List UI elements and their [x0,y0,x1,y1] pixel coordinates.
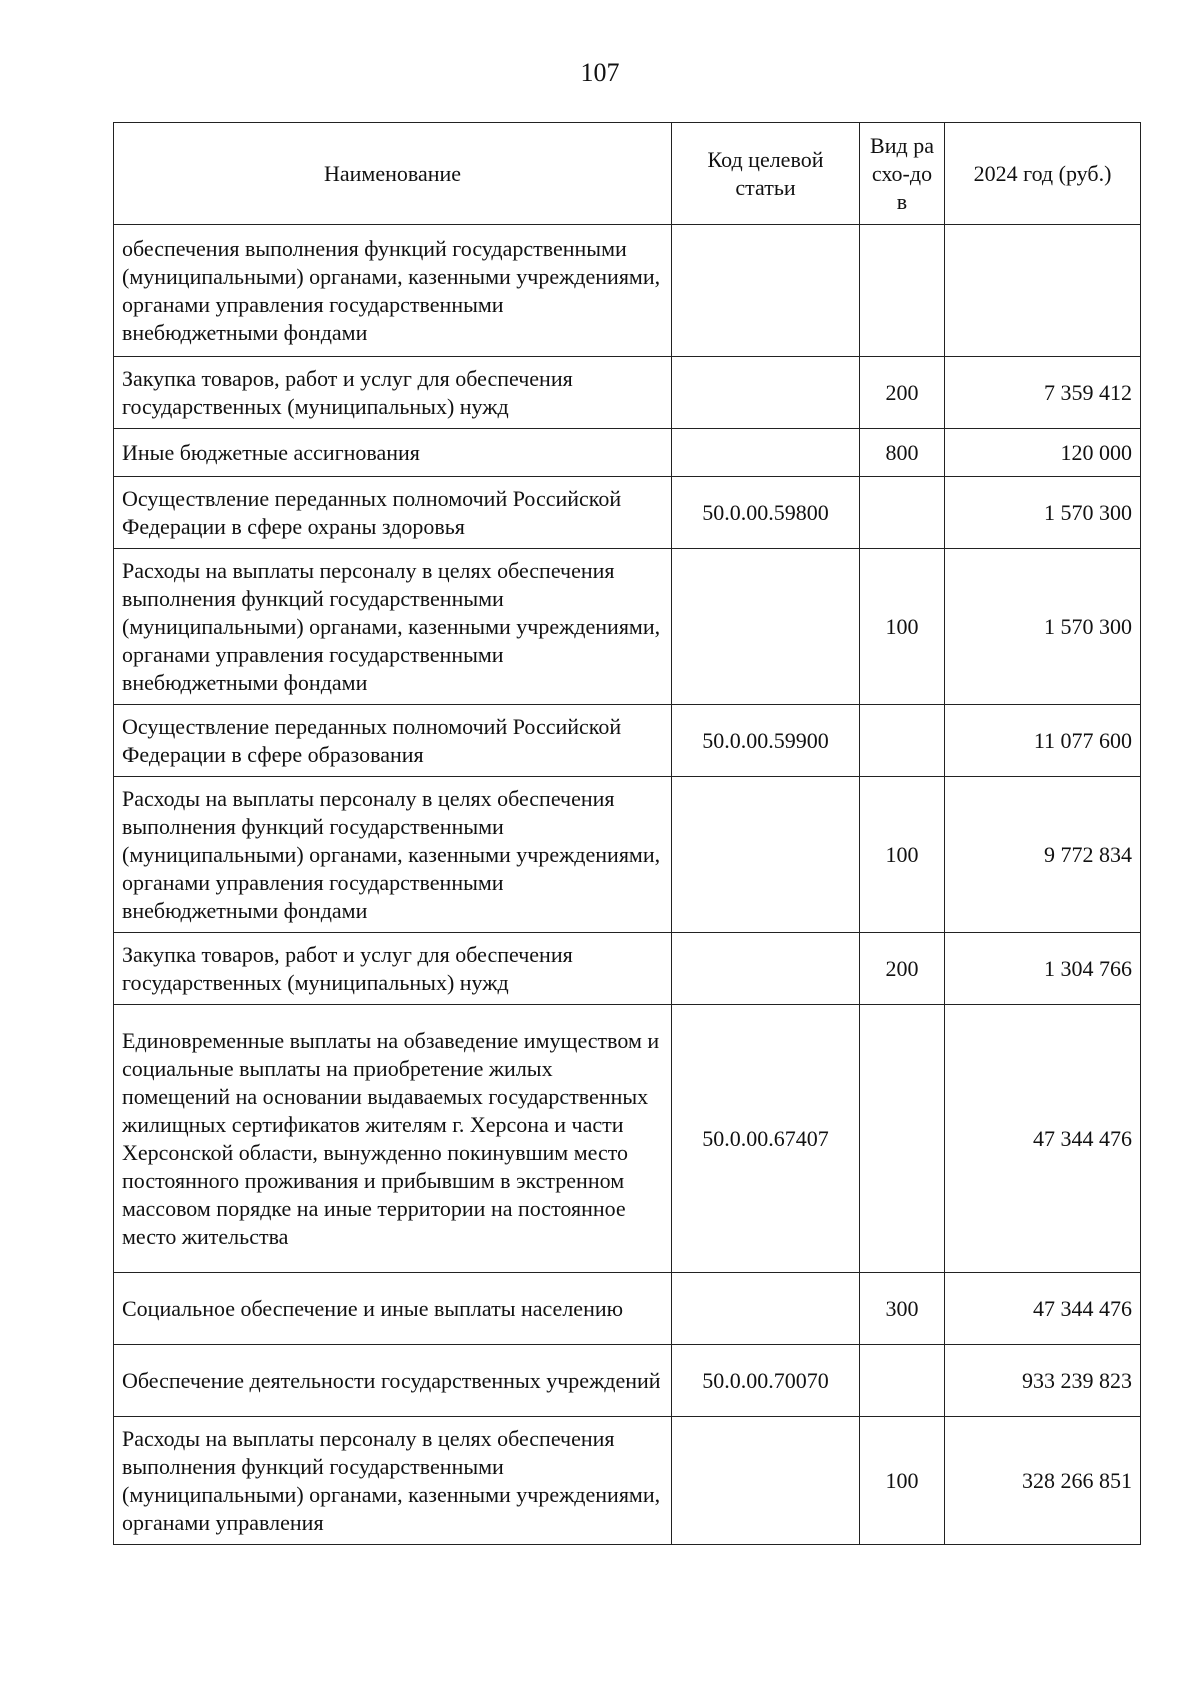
row-code [672,777,860,933]
table-row [114,1345,1141,1417]
row-name: Расходы на выплаты персоналу в целях обеспечения выполнения функций государственными (муниципальными) органами, казенными учреждениями, органами управления государственными внебюджетными фондами [114,777,672,933]
table-row [114,705,1141,777]
table-header-row [114,123,1141,225]
row-amount [945,225,1141,357]
row-code [672,1417,860,1545]
row-name: обеспечения выполнения функций государственными (муниципальными) органами, казенными учреждениями, органами управления государственными внебюджетными фондами [114,225,672,357]
row-amount: 1 570 300 [945,549,1141,705]
table-row [114,549,1141,705]
row-code: 50.0.00.67407 [672,1005,860,1273]
table-row [114,933,1141,1005]
table-row [114,429,1141,477]
row-code [672,1273,860,1345]
row-code: 50.0.00.59900 [672,705,860,777]
row-code: 50.0.00.70070 [672,1345,860,1417]
row-type: 200 [860,933,945,1005]
row-amount: 328 266 851 [945,1417,1141,1545]
row-name: Социальное обеспечение и иные выплаты населению [114,1273,672,1345]
row-code [672,933,860,1005]
row-code [672,357,860,429]
table-row [114,225,1141,357]
header-amount: 2024 год (руб.) [945,123,1141,225]
row-type: 100 [860,1417,945,1545]
row-name: Осуществление переданных полномочий Российской Федерации в сфере охраны здоровья [114,477,672,549]
table-row [114,1273,1141,1345]
row-name: Закупка товаров, работ и услуг для обеспечения государственных (муниципальных) нужд [114,357,672,429]
row-code [672,549,860,705]
row-amount: 11 077 600 [945,705,1141,777]
row-name: Осуществление переданных полномочий Российской Федерации в сфере образования [114,705,672,777]
row-amount: 120 000 [945,429,1141,477]
row-name: Расходы на выплаты персоналу в целях обеспечения выполнения функций государственными (муниципальными) органами, казенными учреждениями, органами управления [114,1417,672,1545]
row-amount: 47 344 476 [945,1005,1141,1273]
row-amount: 7 359 412 [945,357,1141,429]
header-type: Вид расхо-дов [860,123,945,225]
row-type [860,1005,945,1273]
row-type: 300 [860,1273,945,1345]
header-name: Наименование [114,123,672,225]
row-type [860,225,945,357]
row-name: Расходы на выплаты персоналу в целях обеспечения выполнения функций государственными (муниципальными) органами, казенными учреждениями, органами управления государственными внебюджетными фондами [114,549,672,705]
row-name: Иные бюджетные ассигнования [114,429,672,477]
row-code [672,225,860,357]
row-type: 200 [860,357,945,429]
table-row [114,477,1141,549]
row-amount: 47 344 476 [945,1273,1141,1345]
row-type [860,477,945,549]
row-code: 50.0.00.59800 [672,477,860,549]
row-type [860,1345,945,1417]
row-amount: 933 239 823 [945,1345,1141,1417]
row-code [672,429,860,477]
row-type: 100 [860,777,945,933]
row-name: Обеспечение деятельности государственных учреждений [114,1345,672,1417]
page-number: 107 [580,58,620,87]
row-type: 100 [860,549,945,705]
row-amount: 1 570 300 [945,477,1141,549]
header-code: Код целевой статьи [672,123,860,225]
row-name: Единовременные выплаты на обзаведение имуществом и социальные выплаты на приобретение жилых помещений на основании выдаваемых государственных жилищных сертификатов жителям г. Херсона и части Херсонской области, вынужденно покинувшим место постоянного проживания и прибывшим в экстренном массовом порядке на иные территории на постоянное место жительства [114,1005,672,1273]
row-amount: 1 304 766 [945,933,1141,1005]
row-type [860,705,945,777]
row-type: 800 [860,429,945,477]
budget-table [113,122,1141,1545]
table-row [114,1005,1141,1273]
row-amount: 9 772 834 [945,777,1141,933]
table-row [114,357,1141,429]
table-row [114,777,1141,933]
row-name: Закупка товаров, работ и услуг для обеспечения государственных (муниципальных) нужд [114,933,672,1005]
table-row [114,1417,1141,1545]
